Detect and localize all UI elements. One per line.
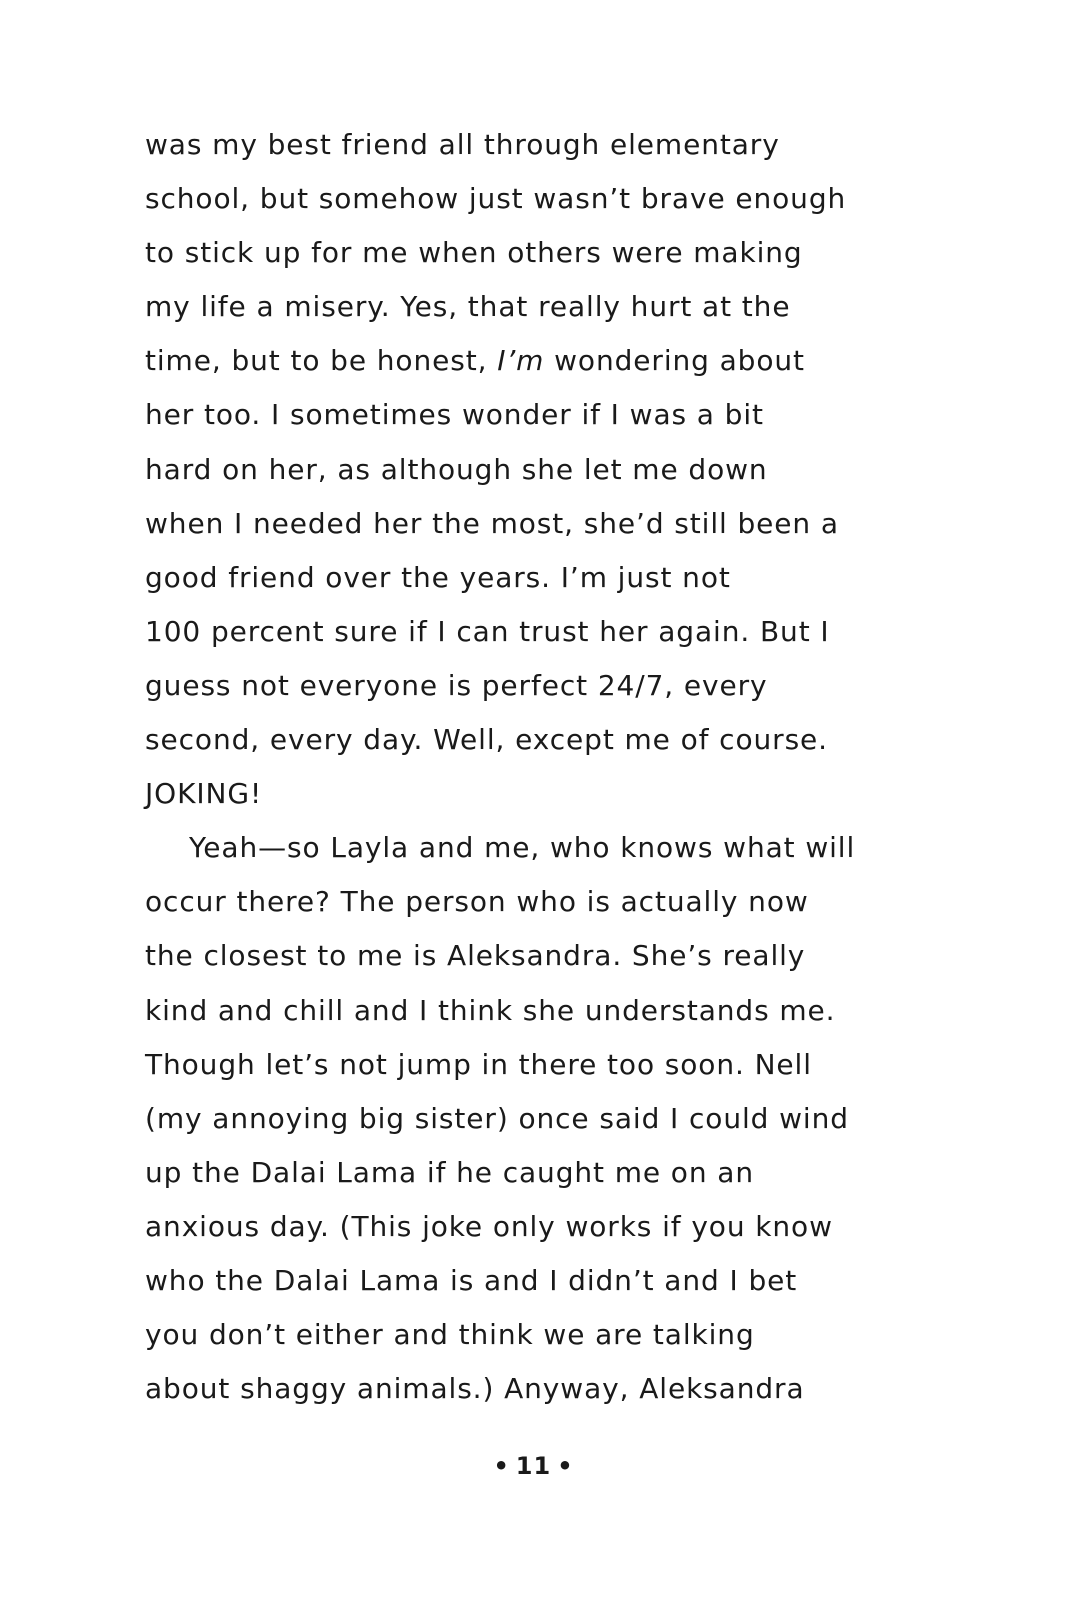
emphasized-word: I’m xyxy=(497,344,545,378)
text-line: you don’t either and think we are talking xyxy=(145,1318,755,1352)
text-line: the closest to me is Aleksandra. She’s really xyxy=(145,939,806,973)
text-line: occur there? The person who is actually now xyxy=(145,885,809,919)
text-line: school, but somehow just wasn’t brave enough xyxy=(145,182,847,216)
text-segment: time, but to be honest, xyxy=(145,344,498,378)
text-line: who the Dalai Lama is and I didn’t and I bet xyxy=(145,1263,798,1297)
text-line: when I needed her the most, she’d still been a xyxy=(145,506,839,540)
text-line: good friend over the years. I’m just not xyxy=(145,560,731,594)
text-line: second, every day. Well, except me of course. xyxy=(145,723,828,757)
body-text xyxy=(145,118,905,1416)
paragraph-first-line: Yeah—so Layla and me, who knows what will xyxy=(189,831,856,865)
text-line: JOKING! xyxy=(145,777,263,811)
text-segment: wondering about xyxy=(544,344,805,378)
text-line: hard on her, as although she let me down xyxy=(145,452,768,486)
bullet-left: • xyxy=(493,1452,510,1480)
text-line: (my annoying big sister) once said I could wind xyxy=(145,1101,849,1135)
text-line: her too. I sometimes wonder if I was a bit xyxy=(145,398,764,432)
page-number xyxy=(0,1452,1067,1480)
page-number-value: 11 xyxy=(515,1452,552,1480)
text-line: Though let’s not jump in there too soon. Nell xyxy=(145,1047,812,1081)
text-line: kind and chill and I think she understands me. xyxy=(145,993,836,1027)
text-line: was my best friend all through elementary xyxy=(145,128,780,161)
text-line: up the Dalai Lama if he caught me on an xyxy=(145,1155,754,1189)
text-line: about shaggy animals.) Anyway, Aleksandra xyxy=(145,1372,805,1406)
text-line: to stick up for me when others were making xyxy=(145,236,803,270)
text-line: my life a misery. Yes, that really hurt at the xyxy=(145,290,791,324)
text-line-with-emphasis xyxy=(145,334,905,388)
bullet-right: • xyxy=(557,1452,574,1480)
text-line: 100 percent sure if I can trust her again. But I xyxy=(145,614,830,648)
text-line: anxious day. (This joke only works if you know xyxy=(145,1209,833,1243)
text-line: guess not everyone is perfect 24/7, every xyxy=(145,668,768,702)
